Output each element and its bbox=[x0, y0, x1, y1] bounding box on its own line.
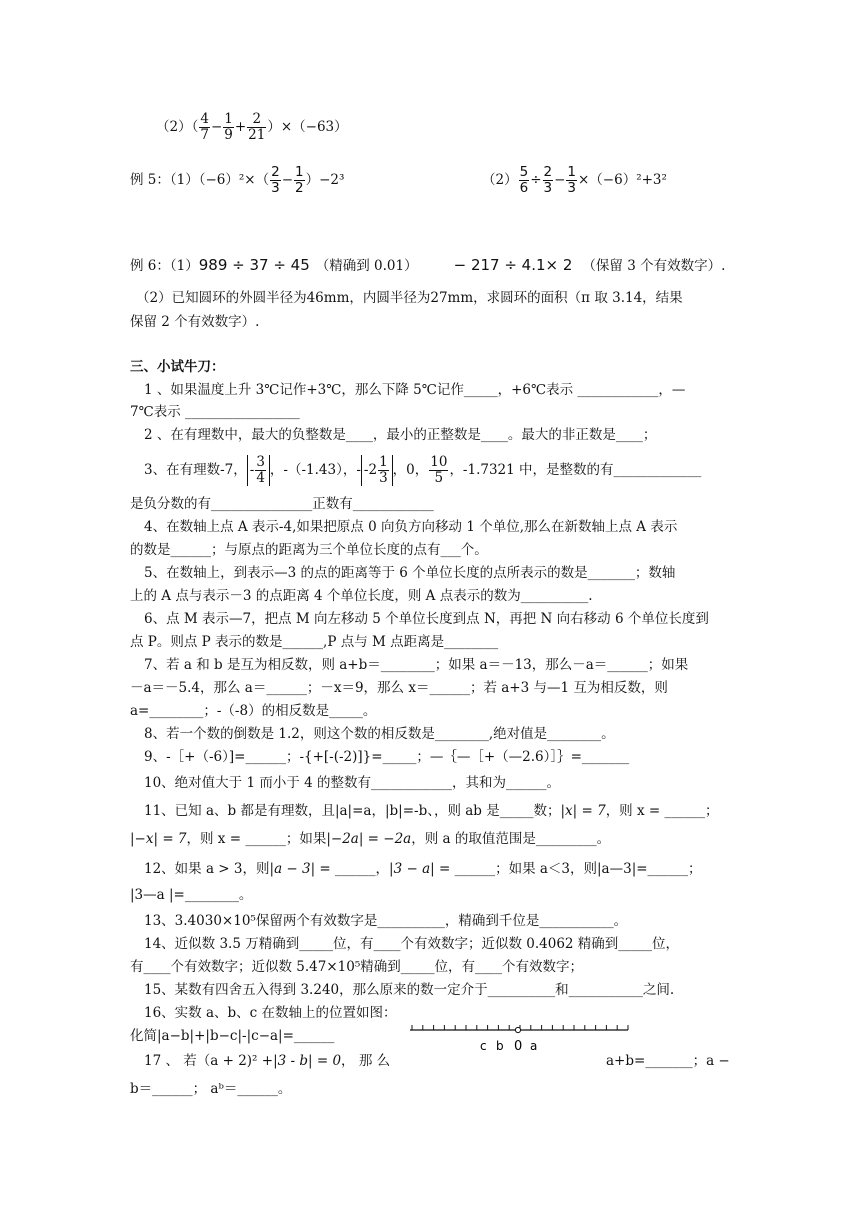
question-13: 13、3.4030×10⁵保留两个有效数字是__________，精确到千位是___________。 bbox=[144, 913, 628, 929]
question-14: 14、近似数 3.5 万精确到_____位，有____个有效数字；近似数 0.4062 精确到_____位， bbox=[144, 936, 680, 952]
question-14-cont: 有____个有效数字；近似数 5.47×10⁵精确到_____位，有____个有效数字； bbox=[130, 959, 584, 975]
fraction: $\frac{10}{5}$ bbox=[430, 454, 448, 486]
question-1: 1 、如果温度上升 3℃记作+3℃，那么下降 5℃记作_____，+6℃表示 ____________，— bbox=[144, 382, 686, 398]
question-3-cont: 是负分数的有_______________正数有____________ bbox=[130, 496, 434, 512]
question-3: 3、在有理数-7， - $\frac{3}{4}$ ，-（-1.43），- -2 $\frac{1}{3}$ ，0， $\frac{10}{5}$ ，-1.7321 中，是整数的有_____________ bbox=[144, 454, 702, 486]
question-11-cont: |−x| = 7，则 x = ______；如果|−2a| = −2a，则 a 的取值范围是_________。 bbox=[130, 831, 611, 847]
number-line-diagram bbox=[408, 1022, 632, 1058]
fraction: $\frac{1}{9}$ bbox=[224, 111, 233, 143]
absolute-value: - $\frac{3}{4}$ bbox=[247, 455, 270, 486]
origin-marker bbox=[515, 1027, 520, 1032]
question-10: 10、绝对值大于 1 而小于 4 的整数有____________，其和为______。 bbox=[144, 775, 561, 791]
question-4: 4、在数轴上点 A 表示-4,如果把原点 0 向负方向移动 1 个单位,那么在新数轴上点 A 表示 bbox=[144, 519, 678, 535]
fraction: $\frac{1}{2}$ bbox=[295, 164, 304, 196]
question-6-cont: 点 P。则点 P 表示的数是______,P 点与 M 点距离是________ bbox=[130, 634, 499, 650]
question-7-cont: －a＝－5.4，那么 a＝______；－x＝9，那么 x＝______；若 a+3 与—1 互为相反数，则 bbox=[130, 680, 668, 696]
exercise-2-line: （2）（ $\frac{4}{7}$ − $\frac{1}{9}$ + $\frac{2}{21}$ ）×（−63） bbox=[156, 111, 348, 143]
text-line: 保留 2 个有效数字）. bbox=[130, 314, 260, 330]
question-9: 9、-［+（-6）]=______；-{+[-(-2)]}=_____；—｛—［+（—2.6）］｝=_______ bbox=[144, 749, 630, 765]
number-line-label-b: b bbox=[496, 1039, 504, 1053]
fraction: $\frac{5}{6}$ bbox=[519, 164, 529, 196]
example-5-part2: （2） $\frac{5}{6}$ ÷ $\frac{2}{3}$ − $\frac{1}{3}$ ×（−6）²+3² bbox=[482, 164, 667, 196]
question-15: 15、某数有四舍五入得到 3.240，那么原来的数一定介于__________和___________之间. bbox=[144, 982, 675, 998]
question-2: 2 、在有理数中，最大的负整数是____，最小的正整数是____。最大的非正数是____； bbox=[144, 427, 657, 443]
question-11: 11、已知 a、b 都是有理数，且|a|=a，|b|=-b、，则 ab 是_____数；|x| = 7，则 x = ______； bbox=[144, 803, 719, 819]
number-line-label-zero: 0 bbox=[514, 1039, 523, 1054]
question-6: 6、点 M 表示—7，把点 M 向左移动 5 个单位长度到点 N，再把 N 向右移动 6 个单位长度到 bbox=[144, 611, 709, 627]
fraction: $\frac{2}{3}$ bbox=[543, 164, 553, 196]
example-6-line: 例 6：（1）989 ÷ 37 ÷ 45 （精确到 0.01） − 217 ÷ 4.1× 2 （保留 3 个有效数字）. bbox=[130, 256, 726, 274]
example-5-part1: 例 5：（1）（−6）²×（ $\frac{2}{3}$ − $\frac{1}{2}$ ）−2³ bbox=[130, 164, 345, 196]
number-line-label-a: a bbox=[530, 1039, 538, 1053]
fraction: $\frac{2}{3}$ bbox=[271, 164, 280, 196]
text-line: （2）已知圆环的外圆半径为46mm，内圆半径为27mm，求圆环的面积（π 取 3.14，结果 bbox=[136, 290, 683, 306]
absolute-value: -2 $\frac{1}{3}$ bbox=[361, 455, 393, 486]
question-17-right: a+b=_______；a − bbox=[606, 1053, 730, 1069]
section-heading: 三、小试牛刀： bbox=[130, 359, 225, 375]
question-16-cont: 化简|a−b|+|b−c|-|c−a|=______ bbox=[130, 1028, 335, 1044]
question-7-cont: a=________；-（-8）的相反数是_____。 bbox=[130, 703, 377, 719]
question-12-cont: |3—a |=________。 bbox=[130, 887, 253, 903]
question-16: 16、实数 a、b、c 在数轴上的位置如图： bbox=[144, 1005, 397, 1021]
number-line-label-c: c bbox=[480, 1039, 487, 1053]
question-8: 8、若一个数的倒数是 1.2，则这个数的相反数是________,绝对值是________。 bbox=[144, 726, 615, 742]
question-5-cont: 上的 A 点与表示－3 的点距离 4 个单位长度，则 A 点表示的数为__________. bbox=[130, 588, 593, 604]
question-17-cont: b＝______； aᵇ＝______。 bbox=[130, 1081, 292, 1097]
question-5: 5、在数轴上，到表示—3 的点的距离等于 6 个单位长度的点所表示的数是_______；数轴 bbox=[144, 565, 676, 581]
question-7: 7、若 a 和 b 是互为相反数，则 a+b＝________；如果 a＝－13，那么－a＝______；如果 bbox=[144, 657, 689, 673]
fraction: $\frac{4}{7}$ bbox=[200, 111, 209, 143]
question-4-cont: 的数是______；与原点的距离为三个单位长度的点有___个。 bbox=[130, 542, 488, 558]
question-1-cont: 7℃表示 _________________ bbox=[130, 404, 300, 420]
fraction: $\frac{2}{21}$ bbox=[248, 111, 266, 143]
question-12: 12、如果 a > 3，则|a − 3| = ______，|3 − a| = ______；如果 a＜3，则|a—3|=______； bbox=[144, 861, 702, 877]
fraction: $\frac{1}{3}$ bbox=[567, 164, 576, 196]
question-17: 17 、 若（a + 2)² +|3 - b| = 0， 那 么 bbox=[144, 1053, 391, 1069]
